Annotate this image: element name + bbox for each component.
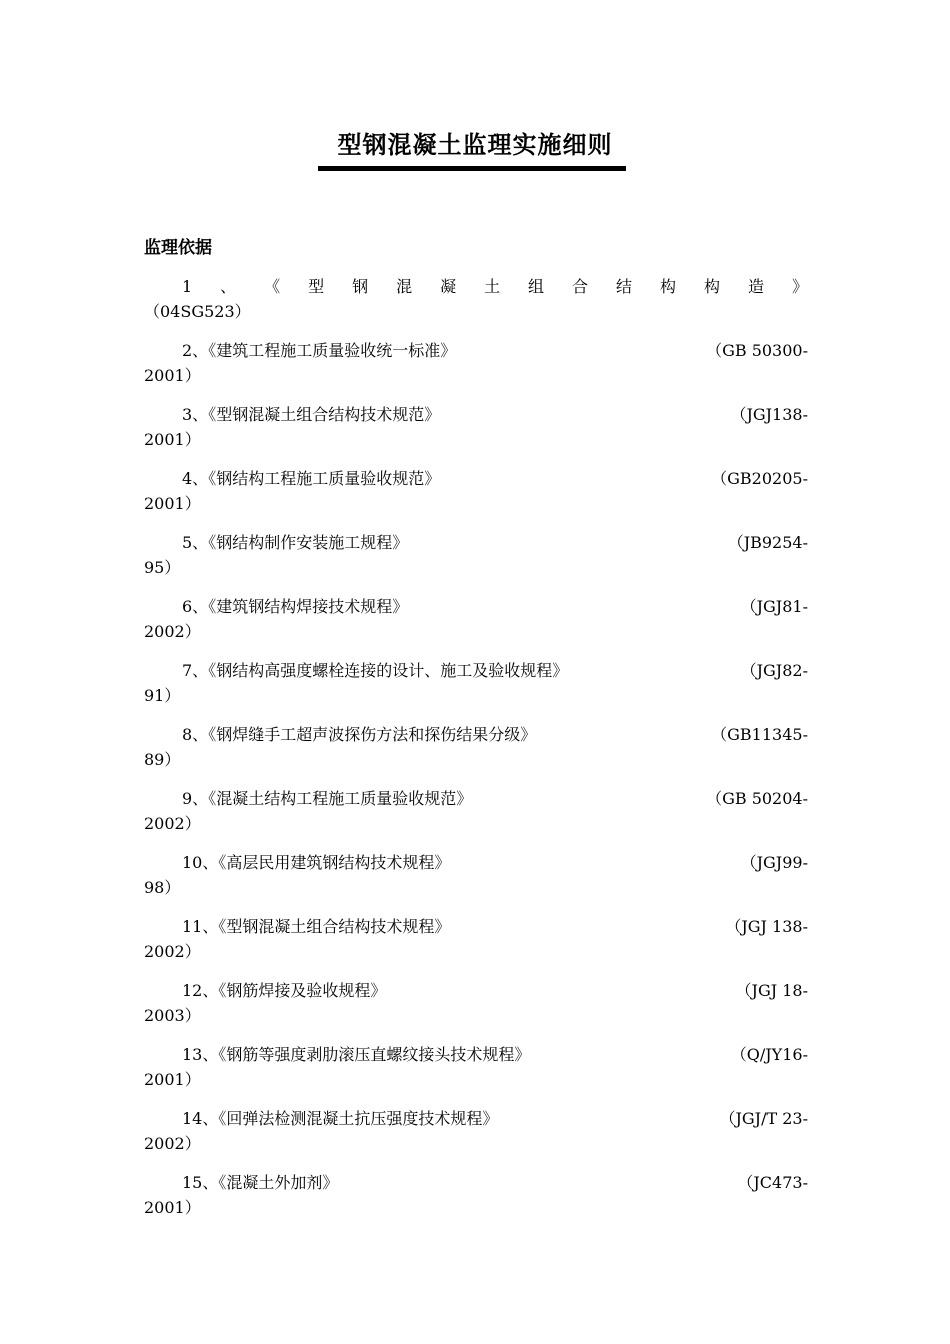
reference-number: 4、 xyxy=(182,469,209,488)
title-underline xyxy=(318,166,626,171)
spread-char: 土 xyxy=(484,277,501,296)
reference-label xyxy=(182,466,440,491)
reference-item xyxy=(144,402,808,466)
spread-char: 、 xyxy=(220,277,237,296)
reference-item xyxy=(144,338,808,402)
reference-code-start: （JGJ99- xyxy=(740,853,808,872)
reference-number: 12、 xyxy=(182,981,219,1000)
reference-item xyxy=(144,1042,808,1106)
reference-name: 《建筑钢结构焊接技术规程》 xyxy=(208,597,409,616)
section-heading: 监理依据 xyxy=(144,238,212,258)
reference-code-start: （JB9254- xyxy=(727,533,808,552)
reference-number: 14、 xyxy=(182,1109,219,1128)
spread-char: 型 xyxy=(308,277,325,296)
reference-number: 2、 xyxy=(182,341,209,360)
reference-label xyxy=(182,338,456,363)
reference-name: 《钢筋焊接及验收规程》 xyxy=(218,981,387,1000)
reference-item xyxy=(144,850,808,914)
reference-item xyxy=(144,530,808,594)
reference-code-start: （JGJ 18- xyxy=(735,981,808,1000)
reference-item xyxy=(144,1170,808,1234)
reference-label xyxy=(182,1106,498,1131)
reference-code-start: （JGJ81- xyxy=(740,597,808,616)
reference-code-end: 2002） xyxy=(144,942,201,961)
reference-number: 15、 xyxy=(182,1173,219,1192)
reference-name: 《高层民用建筑钢结构技术规程》 xyxy=(218,853,451,872)
reference-name: 《型钢混凝土组合结构技术规程》 xyxy=(218,917,451,936)
reference-name: 《混凝土外加剂》 xyxy=(218,1173,339,1192)
reference-code-end: 2001） xyxy=(144,1198,201,1217)
reference-name: 《型钢混凝土组合结构技术规范》 xyxy=(208,405,441,424)
reference-item xyxy=(144,658,808,722)
reference-item xyxy=(144,914,808,978)
spread-char: 结 xyxy=(616,277,633,296)
reference-code-end: 95） xyxy=(144,558,181,577)
spread-char: 》 xyxy=(791,277,808,296)
spread-char: 构 xyxy=(660,277,677,296)
reference-number: 6、 xyxy=(182,597,209,616)
spread-char: 《 xyxy=(264,277,281,296)
reference-name: 《钢结构制作安装施工规程》 xyxy=(208,533,409,552)
reference-name: 《回弹法检测混凝土抗压强度技术规程》 xyxy=(218,1109,499,1128)
reference-label xyxy=(182,530,408,555)
reference-code-end: 2002） xyxy=(144,622,201,641)
reference-code-end: 2001） xyxy=(144,494,201,513)
reference-code-end: 2001） xyxy=(144,430,201,449)
reference-code: （04SG523） xyxy=(144,302,251,321)
reference-number: 9、 xyxy=(182,789,209,808)
reference-item xyxy=(144,594,808,658)
spread-char: 混 xyxy=(396,277,413,296)
spread-char: 构 xyxy=(703,277,720,296)
reference-code-end: 2003） xyxy=(144,1006,201,1025)
reference-code-start: （JC473- xyxy=(737,1173,808,1192)
reference-code-end: 2002） xyxy=(144,814,201,833)
reference-code-start: （JGJ 138- xyxy=(725,917,808,936)
reference-item xyxy=(144,978,808,1042)
reference-label xyxy=(182,722,536,747)
reference-number: 5、 xyxy=(182,533,209,552)
reference-code-start: （JGJ/T 23- xyxy=(719,1109,808,1128)
spread-char: 凝 xyxy=(440,277,457,296)
document-title: 型钢混凝土监理实施细则 xyxy=(337,131,613,159)
reference-code-end: 91） xyxy=(144,686,181,705)
reference-code-start: （Q/JY16- xyxy=(730,1045,808,1064)
spread-char: 合 xyxy=(572,277,589,296)
reference-code-end: 2001） xyxy=(144,366,201,385)
reference-code-start: （JGJ138- xyxy=(730,405,808,424)
reference-code-start: （GB11345- xyxy=(711,725,808,744)
reference-code-start: （GB20205- xyxy=(711,469,808,488)
reference-code-end: 98） xyxy=(144,878,181,897)
reference-label xyxy=(182,402,440,427)
reference-label xyxy=(182,850,450,875)
reference-title-spread xyxy=(182,274,808,299)
reference-code-end: 89） xyxy=(144,750,181,769)
reference-label xyxy=(182,978,386,1003)
reference-code-start: （GB 50300- xyxy=(706,341,808,360)
reference-code-start: （JGJ82- xyxy=(740,661,808,680)
reference-label xyxy=(182,1042,530,1067)
reference-number: 10、 xyxy=(182,853,219,872)
reference-number: 3、 xyxy=(182,405,209,424)
reference-label xyxy=(182,658,568,683)
reference-name: 《钢结构工程施工质量验收规范》 xyxy=(208,469,441,488)
spread-char: 1 xyxy=(182,277,193,296)
reference-item xyxy=(144,274,808,338)
reference-label xyxy=(182,786,472,811)
reference-name: 《建筑工程施工质量验收统一标准》 xyxy=(208,341,457,360)
reference-number: 11、 xyxy=(182,917,219,936)
reference-list xyxy=(144,274,808,1234)
reference-name: 《钢结构高强度螺栓连接的设计、施工及验收规程》 xyxy=(208,661,569,680)
reference-item xyxy=(144,1106,808,1170)
reference-name: 《钢焊缝手工超声波探伤方法和探伤结果分级》 xyxy=(208,725,537,744)
reference-item xyxy=(144,722,808,786)
reference-number: 13、 xyxy=(182,1045,219,1064)
spread-char: 造 xyxy=(747,277,764,296)
reference-label xyxy=(182,914,450,939)
reference-number: 7、 xyxy=(182,661,209,680)
reference-item xyxy=(144,786,808,850)
reference-name: 《钢筋等强度剥肋滚压直螺纹接头技术规程》 xyxy=(218,1045,531,1064)
reference-number: 8、 xyxy=(182,725,209,744)
reference-code-end: 2001） xyxy=(144,1070,201,1089)
reference-name: 《混凝土结构工程施工质量验收规范》 xyxy=(208,789,473,808)
reference-code-start: （GB 50204- xyxy=(706,789,808,808)
reference-code-end: 2002） xyxy=(144,1134,201,1153)
spread-char: 组 xyxy=(528,277,545,296)
reference-label xyxy=(182,594,408,619)
reference-label xyxy=(182,1170,338,1195)
reference-item xyxy=(144,466,808,530)
spread-char: 钢 xyxy=(352,277,369,296)
